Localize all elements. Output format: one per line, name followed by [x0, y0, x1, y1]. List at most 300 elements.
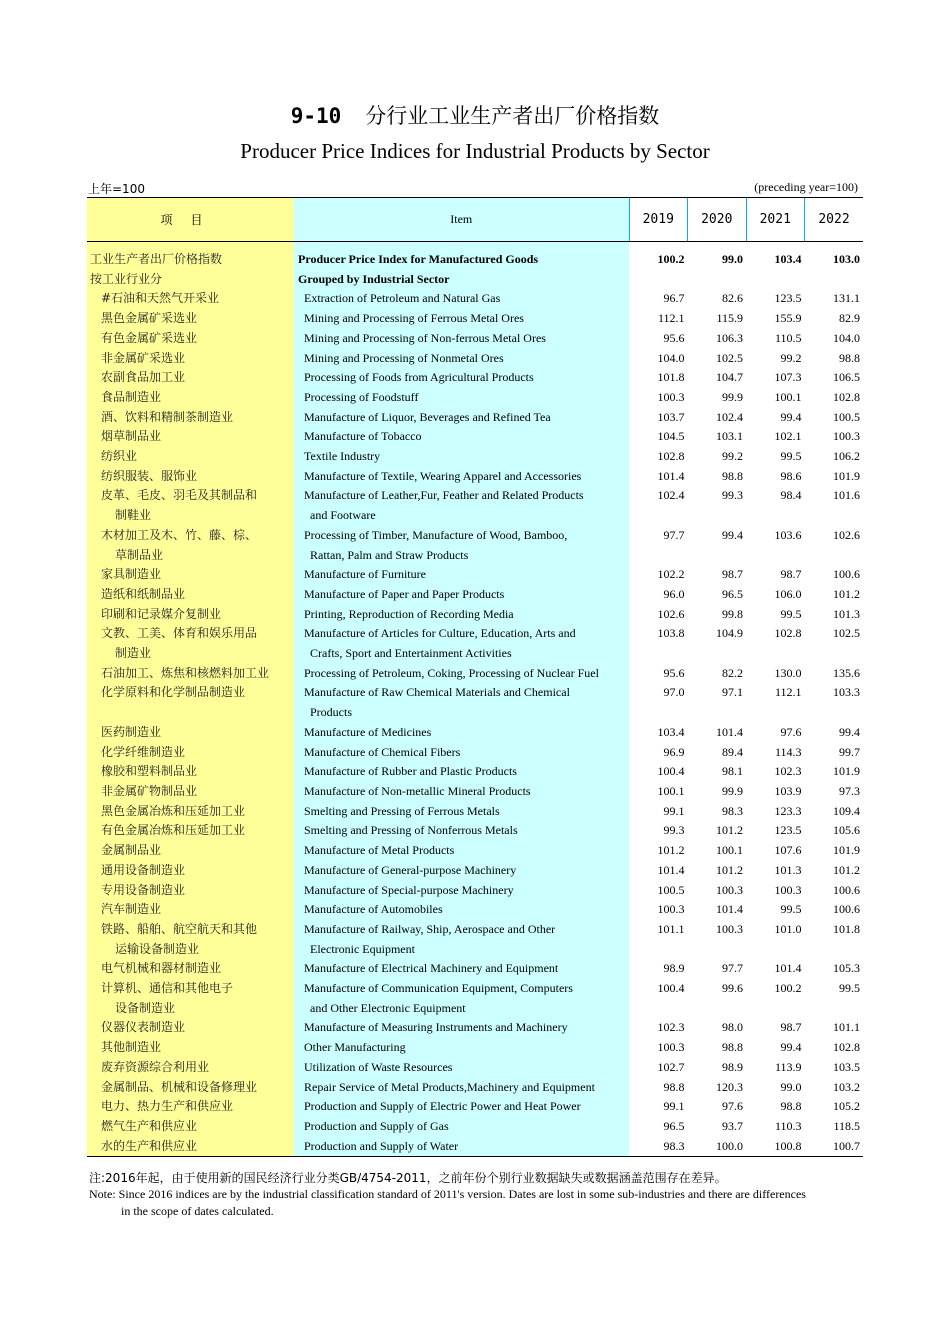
value-cell: 103.7 [657, 409, 685, 424]
item-en-text-cont: Products [310, 705, 352, 720]
value-cell: 106.2 [833, 449, 860, 464]
value-cell: 82.6 [722, 291, 743, 306]
item-cn [87, 1038, 294, 1058]
item-cn-text: 医药制造业 [101, 724, 162, 739]
item-cn [87, 1117, 294, 1137]
value-cell: 107.3 [774, 370, 802, 385]
item-cn [87, 920, 294, 959]
item-cn-text: 计算机、通信和其他电子 [101, 981, 234, 996]
item-cn [87, 979, 294, 1018]
value-cell: 131.1 [833, 291, 860, 306]
item-en-text: Textile Industry [304, 449, 381, 464]
item-en [294, 289, 629, 309]
header-year: 2019 [629, 198, 688, 242]
value-cell: 123.5 [774, 291, 802, 306]
value-cell: 115.9 [716, 311, 743, 326]
item-en-text: Manufacture of Paper and Paper Products [304, 586, 505, 601]
item-cn [87, 723, 294, 743]
item-en [294, 782, 629, 802]
item-en-text: Mining and Processing of Nonmetal Ores [304, 350, 504, 365]
value-cell: 93.7 [722, 1118, 743, 1133]
item-cn-text: 燃气生产和供应业 [101, 1118, 198, 1133]
note-en-line2: in the scope of dates calculated. [121, 1204, 274, 1218]
table-row [87, 486, 863, 525]
header-item-cn: 项目 [87, 198, 294, 242]
item-cn-text: 纺织服装、服饰业 [101, 468, 198, 483]
value-cell: 103.0 [833, 252, 860, 266]
item-en [294, 1117, 629, 1137]
item-en-text: Processing of Foods from Agricultural Products [304, 370, 534, 385]
item-cn-text-cont: 运输设备制造业 [115, 941, 200, 956]
item-en-text: Smelting and Pressing of Nonferrous Metals [304, 823, 518, 838]
value-cell: 95.6 [663, 665, 685, 680]
value-cell: 105.6 [833, 823, 860, 838]
table-row [87, 329, 863, 349]
value-cell: 97.7 [663, 527, 685, 542]
table-body [87, 242, 863, 1157]
value-cell: 95.6 [663, 330, 685, 345]
table-row [87, 861, 863, 881]
item-cn-text: 木材加工及木、竹、藤、棕、 [101, 527, 258, 542]
value-cell: 96.0 [663, 586, 685, 601]
table-row [87, 388, 863, 408]
value-cell: 107.6 [774, 843, 802, 858]
value-cell: 102.6 [833, 527, 860, 542]
value-cell: 106.5 [833, 370, 860, 385]
item-en [294, 408, 629, 428]
value-cell: 97.7 [722, 961, 743, 976]
value-cell: 97.6 [780, 724, 802, 739]
item-cn [87, 743, 294, 763]
table-row [87, 1097, 863, 1117]
item-en [294, 841, 629, 861]
item-cn [87, 427, 294, 447]
item-en-text: Grouped by Industrial Sector [298, 271, 450, 286]
value-cell: 101.4 [657, 862, 685, 877]
table-number: 9-10 [290, 104, 342, 128]
value-cell: 100.3 [657, 1040, 685, 1055]
table-row [87, 1058, 863, 1078]
value-cell: 101.6 [833, 488, 860, 503]
value-cell: 100.5 [657, 882, 685, 897]
table-row [87, 841, 863, 861]
value-cell: 99.0 [722, 252, 743, 266]
header-item-en: Item [294, 198, 629, 242]
item-cn-text: 纺织业 [101, 449, 138, 464]
header-year: 2022 [805, 198, 864, 242]
header-year: 2021 [746, 198, 805, 242]
value-cell: 114.3 [774, 744, 802, 759]
value-cell: 103.4 [657, 724, 685, 739]
item-en-text: Processing of Timber, Manufacture of Wood, Bamboo, [304, 527, 568, 542]
item-cn-text: #石油和天然气开采业 [101, 291, 220, 306]
item-cn-text: 非金属矿采选业 [101, 350, 186, 365]
item-en-text: Utilization of Waste Resources [304, 1059, 453, 1074]
item-cn-text: 文教、工美、体育和娱乐用品 [101, 626, 258, 641]
item-cn [87, 1058, 294, 1078]
value-cell: 101.2 [657, 843, 685, 858]
item-en-text: Manufacture of Leather,Fur, Feather and Related Products [304, 488, 584, 503]
value-cell: 100.2 [774, 981, 802, 996]
item-cn [87, 349, 294, 369]
value-cell: 118.5 [833, 1118, 860, 1133]
value-cell: 98.9 [663, 961, 685, 976]
value-cell: 102.8 [774, 626, 802, 641]
table-row [87, 467, 863, 487]
value-cell: 102.1 [774, 429, 802, 444]
page-title-cn [0, 100, 950, 130]
item-en [294, 664, 629, 684]
item-en-text: Manufacture of Rubber and Plastic Products [304, 764, 517, 779]
value-cell: 100.1 [657, 783, 685, 798]
item-en [294, 1058, 629, 1078]
value-cell: 102.6 [657, 606, 685, 621]
value-cell: 100.1 [716, 843, 743, 858]
item-cn [87, 270, 294, 290]
value-cell: 100.8 [746, 1137, 805, 1157]
value-cell: 103.2 [833, 1079, 860, 1094]
value-cell: 101.4 [716, 724, 743, 739]
item-en [294, 1038, 629, 1058]
value-cell: 98.0 [722, 1020, 743, 1035]
item-cn [87, 821, 294, 841]
note-cn: 注:2016年起，由于使用新的国民经济行业分类GB/4754-2011，之前年份个别行业数据缺失或数据涵盖范围存在差异。 [89, 1171, 727, 1185]
value-cell: 98.7 [780, 1020, 802, 1035]
item-en-text: Production and Supply of Gas [304, 1118, 449, 1133]
value-cell: 123.3 [774, 803, 802, 818]
item-en-text: Manufacture of Furniture [304, 567, 426, 582]
table-row [87, 1137, 863, 1157]
spacer-row [87, 242, 863, 251]
item-en-text: Mining and Processing of Non-ferrous Metal Ores [304, 330, 546, 345]
value-cell: 96.5 [663, 1118, 685, 1133]
item-cn-text: 通用设备制造业 [101, 862, 186, 877]
item-en [294, 743, 629, 763]
table-row [87, 250, 863, 270]
value-cell: 101.8 [657, 370, 685, 385]
item-cn [87, 467, 294, 487]
table-row [87, 881, 863, 901]
value-cell: 103.9 [774, 783, 802, 798]
value-cell: 99.2 [722, 449, 743, 464]
value-cell: 99.5 [780, 902, 802, 917]
value-cell [746, 270, 805, 290]
item-en-text: Manufacture of Articles for Culture, Education, Arts and [304, 626, 576, 641]
item-cn-text: 农副食品加工业 [101, 370, 186, 385]
value-cell: 101.3 [833, 606, 860, 621]
item-cn-text: 造纸和纸制品业 [101, 586, 186, 601]
value-cell [805, 270, 864, 290]
item-en [294, 881, 629, 901]
item-cn [87, 368, 294, 388]
item-cn [87, 388, 294, 408]
value-cell: 98.9 [722, 1059, 743, 1074]
value-cell: 102.7 [657, 1059, 685, 1074]
item-cn-text: 有色金属冶炼和压延加工业 [101, 823, 246, 838]
item-cn [87, 605, 294, 625]
value-cell: 101.3 [774, 862, 802, 877]
table-row [87, 408, 863, 428]
value-cell: 102.5 [833, 626, 860, 641]
item-en-text: Manufacture of Raw Chemical Materials and Chemical [304, 685, 570, 700]
value-cell: 100.6 [833, 902, 860, 917]
item-cn [87, 881, 294, 901]
value-cell: 98.1 [722, 764, 743, 779]
item-en [294, 1137, 629, 1157]
item-en [294, 683, 629, 722]
value-cell: 101.2 [716, 862, 743, 877]
value-cell: 103.1 [716, 429, 743, 444]
value-cell: 99.5 [780, 449, 802, 464]
value-cell: 98.7 [722, 567, 743, 582]
value-cell: 97.3 [839, 783, 860, 798]
item-en-text: Manufacture of Special-purpose Machinery [304, 882, 514, 897]
item-en [294, 1097, 629, 1117]
value-cell: 99.8 [722, 606, 743, 621]
item-cn [87, 585, 294, 605]
item-en-text: Manufacture of Tobacco [304, 429, 422, 444]
value-cell: 101.8 [833, 921, 860, 936]
item-en-text: Manufacture of Textile, Wearing Apparel and Accessories [304, 468, 582, 483]
value-cell: 99.0 [780, 1079, 802, 1094]
item-en [294, 467, 629, 487]
value-cell: 155.9 [774, 311, 802, 326]
item-cn-text: 皮革、毛皮、羽毛及其制品和 [101, 488, 258, 503]
value-cell: 101.4 [774, 961, 802, 976]
value-cell: 82.9 [839, 311, 860, 326]
value-cell: 102.3 [657, 1020, 685, 1035]
item-en-text: Manufacture of Non-metallic Mineral Products [304, 783, 531, 798]
value-cell: 97.1 [722, 685, 743, 700]
item-en-text: Manufacture of Measuring Instruments and Machinery [304, 1020, 568, 1035]
item-en-text: Manufacture of Electrical Machinery and Equipment [304, 961, 559, 976]
item-cn [87, 959, 294, 979]
value-cell: 100.5 [833, 409, 860, 424]
value-cell: 101.0 [774, 921, 802, 936]
item-en-text: Repair Service of Metal Products,Machinery and Equipment [304, 1079, 595, 1094]
item-cn-text: 金属制品、机械和设备修理业 [101, 1079, 258, 1094]
value-cell: 96.5 [722, 586, 743, 601]
item-cn-text: 非金属矿物制品业 [101, 783, 198, 798]
item-cn-text: 化学纤维制造业 [101, 744, 186, 759]
item-cn [87, 447, 294, 467]
value-cell: 100.3 [657, 902, 685, 917]
item-en-text-cont: Crafts, Sport and Entertainment Activities [310, 646, 512, 661]
item-en [294, 270, 629, 290]
value-cell: 99.3 [722, 488, 743, 503]
item-en-text-cont: and Footware [310, 508, 376, 523]
table-row [87, 585, 863, 605]
item-en-text: Manufacture of Automobiles [304, 902, 443, 917]
value-cell: 82.2 [722, 665, 743, 680]
value-cell: 103.6 [774, 527, 802, 542]
title-cn-text: 分行业工业生产者出厂价格指数 [365, 104, 660, 128]
value-cell: 99.9 [722, 389, 743, 404]
item-cn [87, 782, 294, 802]
value-cell: 102.4 [716, 409, 743, 424]
value-cell: 105.3 [833, 961, 860, 976]
value-cell: 101.9 [833, 764, 860, 779]
value-cell: 106.3 [716, 330, 743, 345]
item-cn [87, 1078, 294, 1098]
table-row [87, 821, 863, 841]
value-cell: 100.2 [657, 252, 685, 266]
table-row [87, 309, 863, 329]
header-year: 2020 [688, 198, 747, 242]
table-row [87, 1018, 863, 1038]
item-en-text: Manufacture of Medicines [304, 724, 432, 739]
item-en [294, 1018, 629, 1038]
value-cell: 102.8 [833, 1040, 860, 1055]
table-row [87, 526, 863, 565]
item-en [294, 250, 629, 270]
item-en-text: Processing of Foodstuff [304, 389, 419, 404]
table-row [87, 683, 863, 722]
item-en [294, 585, 629, 605]
value-cell: 103.8 [657, 626, 685, 641]
value-cell: 103.3 [833, 685, 860, 700]
value-cell: 101.9 [833, 843, 860, 858]
value-cell: 102.2 [657, 567, 685, 582]
value-cell: 98.8 [780, 1099, 802, 1114]
table-row [87, 605, 863, 625]
item-cn-text: 家具制造业 [101, 567, 162, 582]
item-cn-text: 废弃资源综合利用业 [101, 1059, 210, 1074]
value-cell: 98.6 [780, 468, 802, 483]
item-cn [87, 624, 294, 663]
item-cn-text: 电力、热力生产和供应业 [101, 1099, 234, 1114]
item-en [294, 861, 629, 881]
item-cn-text: 金属制品业 [101, 843, 162, 858]
item-cn-text: 石油加工、炼焦和核燃料加工业 [101, 665, 270, 680]
value-cell: 100.7 [805, 1137, 864, 1157]
item-cn [87, 1018, 294, 1038]
value-cell: 89.4 [722, 744, 743, 759]
item-cn [87, 408, 294, 428]
table-row [87, 959, 863, 979]
value-cell: 105.2 [833, 1099, 860, 1114]
value-cell: 113.9 [774, 1059, 802, 1074]
value-cell: 99.7 [839, 744, 860, 759]
item-cn [87, 861, 294, 881]
value-cell: 101.2 [833, 862, 860, 877]
table-row [87, 743, 863, 763]
item-cn-text: 化学原料和化学制品制造业 [101, 685, 246, 700]
value-cell: 106.0 [774, 586, 802, 601]
price-index-table [87, 197, 863, 1157]
value-cell: 98.8 [722, 1040, 743, 1055]
item-cn-text: 按工业行业分 [90, 271, 163, 286]
value-cell [688, 270, 747, 290]
item-en-text: Extraction of Petroleum and Natural Gas [304, 291, 501, 306]
item-en [294, 802, 629, 822]
table-row [87, 1078, 863, 1098]
value-cell: 104.9 [716, 626, 743, 641]
value-cell: 101.1 [833, 1020, 860, 1035]
note-en-line1: Note: Since 2016 indices are by the industrial classification standard of 2011's version. Dates are lost in some sub-industries and there are differences [89, 1187, 806, 1201]
value-cell: 98.8 [663, 1079, 685, 1094]
item-cn-text: 汽车制造业 [101, 902, 162, 917]
value-cell: 100.4 [657, 981, 685, 996]
value-cell: 101.4 [716, 902, 743, 917]
item-cn-text-cont: 制鞋业 [115, 508, 152, 523]
value-cell: 110.3 [774, 1118, 802, 1133]
item-cn-text: 铁路、船舶、航空航天和其他 [101, 921, 258, 936]
value-cell: 112.1 [774, 685, 802, 700]
table-row [87, 368, 863, 388]
table-row [87, 1038, 863, 1058]
item-en [294, 565, 629, 585]
item-en-text: Production and Supply of Water [304, 1138, 459, 1153]
table-row [87, 1117, 863, 1137]
value-cell: 100.3 [774, 882, 802, 897]
item-en [294, 526, 629, 565]
value-cell: 101.4 [657, 468, 685, 483]
item-en [294, 920, 629, 959]
item-en [294, 388, 629, 408]
page-title-en: Producer Price Indices for Industrial Products by Sector [240, 139, 710, 163]
value-cell: 100.1 [774, 389, 802, 404]
value-cell: 123.5 [774, 823, 802, 838]
table-header-row [87, 198, 863, 242]
item-en-text: Manufacture of Liquor, Beverages and Refined Tea [304, 409, 551, 424]
table-row [87, 723, 863, 743]
item-en-text-cont: Electronic Equipment [310, 941, 415, 956]
value-cell: 130.0 [774, 665, 802, 680]
value-cell: 97.6 [722, 1099, 743, 1114]
value-cell: 120.3 [716, 1079, 743, 1094]
item-cn [87, 683, 294, 722]
value-cell: 101.2 [716, 823, 743, 838]
item-en-text: Producer Price Index for Manufactured Goods [298, 252, 539, 266]
value-cell: 98.8 [839, 350, 860, 365]
value-cell: 102.3 [774, 764, 802, 779]
item-en [294, 624, 629, 663]
item-en [294, 605, 629, 625]
table-row [87, 802, 863, 822]
item-cn-text: 印刷和记录媒介复制业 [101, 606, 222, 621]
item-en-text: Mining and Processing of Ferrous Metal Ores [304, 311, 524, 326]
value-cell: 101.1 [657, 921, 685, 936]
value-cell: 99.5 [780, 606, 802, 621]
item-cn-text: 食品制造业 [101, 389, 162, 404]
item-cn [87, 664, 294, 684]
item-en-text: Manufacture of Metal Products [304, 843, 455, 858]
table-row [87, 289, 863, 309]
value-cell: 104.0 [657, 350, 685, 365]
value-cell: 100.3 [833, 429, 860, 444]
item-cn-text: 其他制造业 [101, 1040, 162, 1055]
item-en [294, 821, 629, 841]
item-cn-text: 工业生产者出厂价格指数 [90, 252, 223, 266]
value-cell: 99.1 [663, 1099, 685, 1114]
value-cell: 98.4 [780, 488, 802, 503]
value-cell: 99.2 [780, 350, 802, 365]
unit-label-cn: 上年=100 [88, 182, 145, 196]
item-cn-text: 电气机械和器材制造业 [101, 961, 222, 976]
value-cell: 97.0 [663, 685, 685, 700]
value-cell: 101.9 [833, 468, 860, 483]
item-cn [87, 841, 294, 861]
table-row [87, 565, 863, 585]
value-cell: 100.6 [833, 882, 860, 897]
item-en [294, 447, 629, 467]
value-cell: 98.7 [780, 567, 802, 582]
value-cell: 103.4 [774, 252, 802, 266]
value-cell: 102.8 [657, 449, 685, 464]
value-cell [629, 270, 688, 290]
value-cell: 98.3 [722, 803, 743, 818]
